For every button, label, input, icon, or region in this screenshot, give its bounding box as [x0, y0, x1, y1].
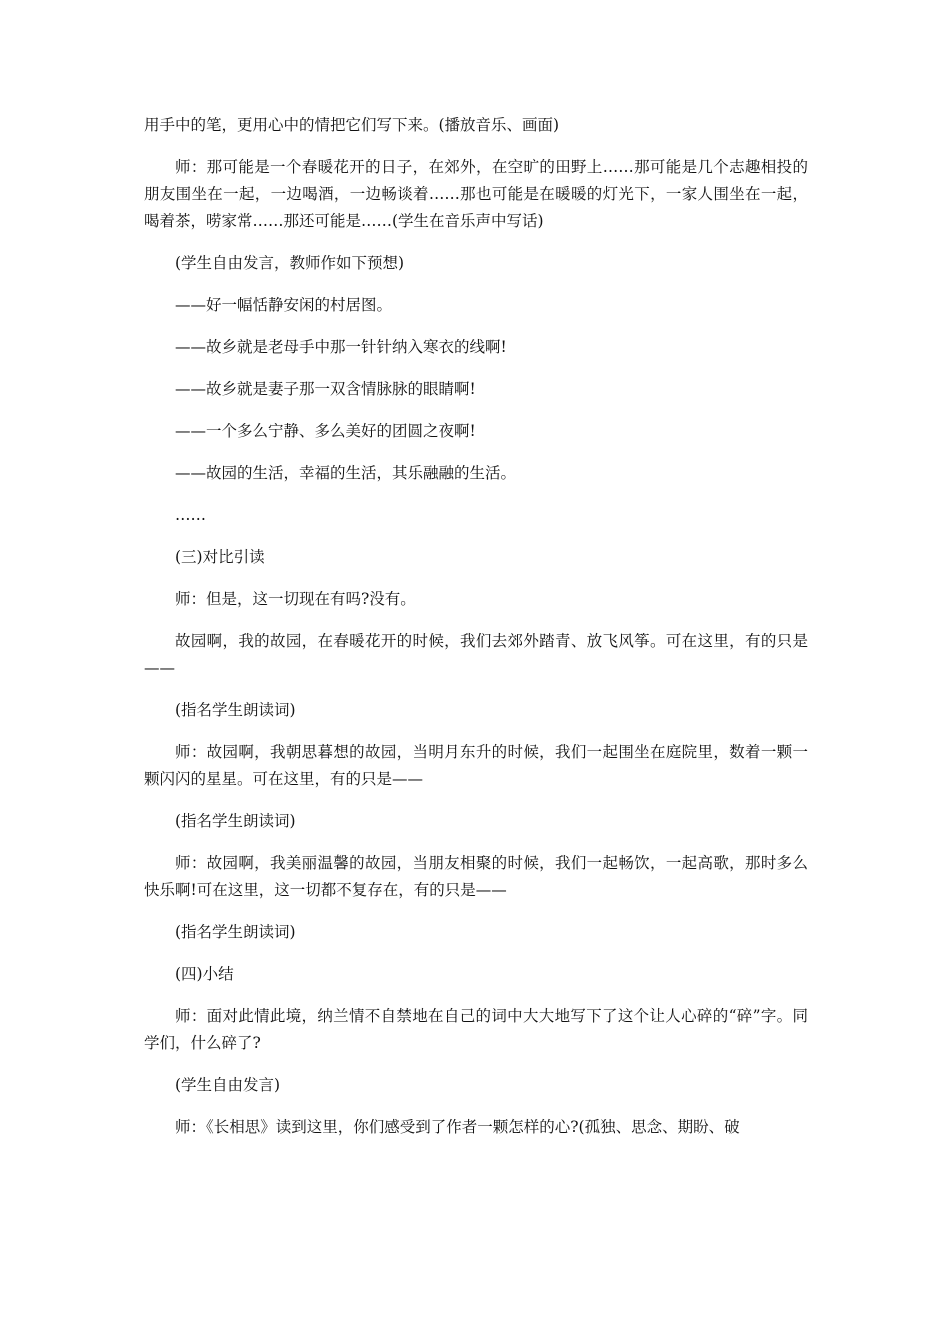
paragraph-continuation: 用手中的笔，更用心中的情把它们写下来。(播放音乐、画面): [144, 116, 560, 134]
paragraph-dash-line: ——故乡就是妻子那一双含情脉脉的眼睛啊!: [175, 380, 476, 398]
section-heading: (三)对比引读: [175, 548, 265, 566]
paragraph-body: 故园啊，我的故园，在春暖花开的时候，我们去郊外踏青、放飞风筝。可在这里，有的只是——: [144, 632, 808, 677]
paragraph-dash-line: ——故园的生活，幸福的生活，其乐融融的生活。: [175, 464, 517, 482]
paragraph-ellipsis: ……: [175, 506, 206, 524]
paragraph-dash-line: ——故乡就是老母手中那一针针纳入寒衣的线啊!: [175, 338, 507, 356]
paragraph-dash-line: ——一个多么宁静、多么美好的团圆之夜啊!: [175, 422, 476, 440]
paragraph-stage-note: (学生自由发言): [175, 1076, 281, 1094]
document-page: [144, 112, 808, 1156]
paragraph-student-note: (学生自由发言，教师作如下预想): [175, 254, 405, 272]
paragraph-teacher: 师：《长相思》读到这里，你们感受到了作者一颗怎样的心?(孤独、思念、期盼、破: [175, 1118, 740, 1136]
paragraph-teacher: 师：但是，这一切现在有吗?没有。: [175, 590, 416, 608]
paragraph-dash-line: ——好一幅恬静安闲的村居图。: [175, 296, 393, 314]
paragraph-stage-note: (指名学生朗读词): [175, 701, 296, 719]
paragraph-stage-note: (指名学生朗读词): [175, 923, 296, 941]
section-heading: (四)小结: [175, 965, 234, 983]
paragraph-teacher-prompt: 师：那可能是一个春暖花开的日子，在郊外，在空旷的田野上……那可能是几个志趣相投的朋友围坐在一起，一边喝酒，一边畅谈着……那也可能是在暖暖的灯光下，一家人围坐在一起，喝着茶，唠家常……那还可能是……(学生在音乐声中写话): [144, 158, 808, 230]
paragraph-teacher: 师：故园啊，我美丽温馨的故园，当朋友相聚的时候，我们一起畅饮，一起高歌，那时多么快乐啊!可在这里，这一切都不复存在，有的只是——: [144, 854, 808, 899]
paragraph-teacher: 师：面对此情此境，纳兰情不自禁地在自己的词中大大地写下了这个让人心碎的“碎”字。同学们，什么碎了?: [144, 1007, 808, 1052]
paragraph-teacher: 师：故园啊，我朝思暮想的故园，当明月东升的时候，我们一起围坐在庭院里，数着一颗一颗闪闪的星星。可在这里，有的只是——: [144, 743, 808, 788]
paragraph-stage-note: (指名学生朗读词): [175, 812, 296, 830]
